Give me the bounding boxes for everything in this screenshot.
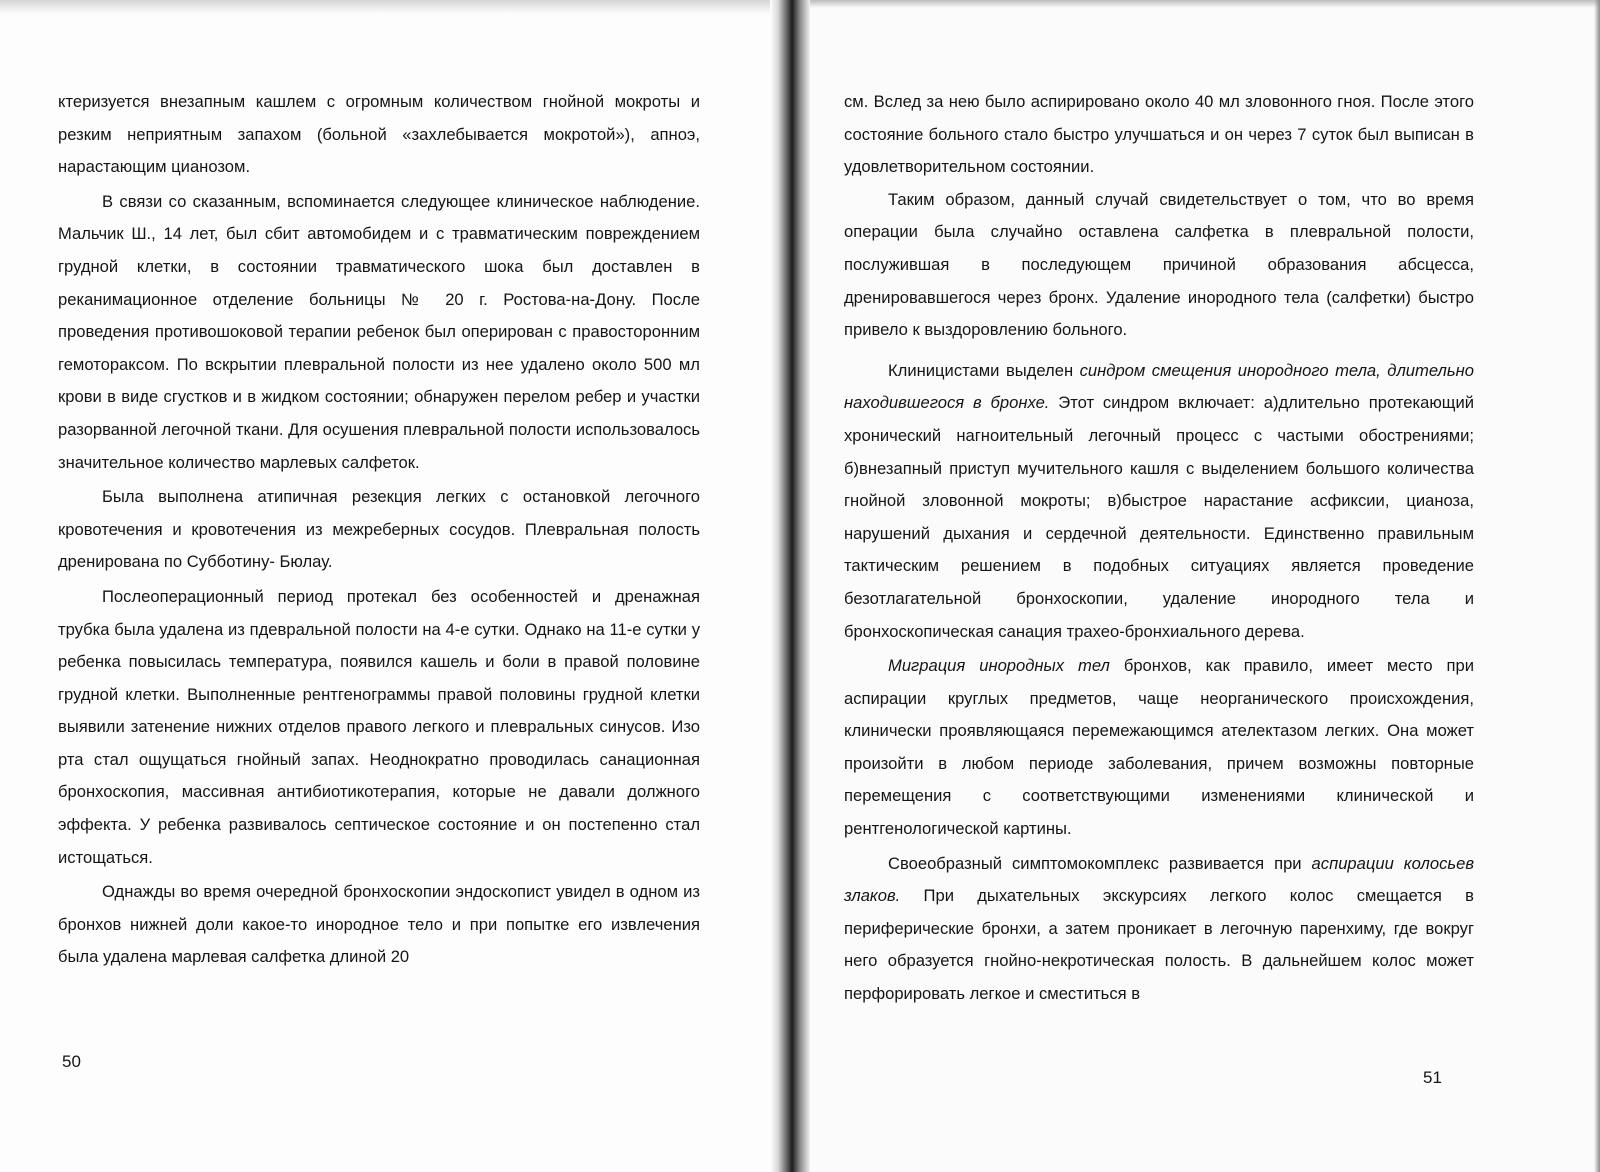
text-segment: Послеоперационный период протекал без особенностей и дренажная трубка была удалена из пдевральной полости на 4-е сутки. Однако на 11-е сутки у ребенка повысилась температура, появился кашель и боли в правой половине грудной клетки. Выполненные рентгенограммы правой половины грудной клетки выявили затенение нижних отделов правого легкого и плевральных синусов. Изо рта стал ощущаться гнойный запах. Неоднократно проводилась санационная бронхоскопия, массивная антибиотикотерапия, которые не давали должного эффекта. У ребенка развивалось септическое состояние и он постепенно стал истощаться. bbox=[58, 586, 700, 867]
text-segment: ктеризуется внезапным кашлем с огромным количеством гнойной мокроты и резким неприятным запахом (больной «захлебывается мокротой»), апноэ, нарастающим цианозом. bbox=[58, 92, 700, 177]
page-number: 51 bbox=[1423, 1068, 1442, 1087]
left-page-body bbox=[58, 86, 700, 974]
text-segment: Этот синдром включает: а)длительно протекающий хронический нагноительный легочный процесс с частыми обострениями; б)внезапный приступ мучительного кашля с выделением большого количества гнойной зловонной мокроты; в)быстрое нарастание асфиксии, цианоза, нарушений дыхания и сердечной деятельности. Единственно правильным тактическим решением в подобных ситуациях является проведение безотлагательной бронхоскопии, удаление инородного тела и бронхоскопическая санация трахео-бронхиального дерева. bbox=[844, 393, 1474, 641]
paragraph bbox=[58, 186, 700, 479]
paragraph bbox=[844, 355, 1474, 648]
text-segment: бронхов, как правило, имеет место при аспирации круглых предметов, чаще неорганического происхождения, клинически проявляющаяся перемежающимся ателектазом легких. Она может произойти в любом периоде заболевания, причем возможны повторные перемещения с соответствующими изменениями клинической и рентгенологической картины. bbox=[844, 656, 1474, 839]
page-number: 50 bbox=[62, 1052, 81, 1071]
text-segment: Была выполнена атипичная резекция легких с остановкой легочного кровотечения и кровотечения из межреберных сосудов. Плевральная полость дренирована по Субботину- Бюлау. bbox=[58, 487, 700, 572]
paragraph bbox=[844, 184, 1474, 347]
paragraph bbox=[58, 581, 700, 874]
text-segment: Таким образом, данный случай свидетельствует о том, что во время операции была случайно оставлена салфетка в плевральной полости, послужившая в последующем причиной образования абсцесса, дренировавшегося через бронх. Удаление инородного тела (салфетки) быстро привело к выздоровлению больного. bbox=[844, 189, 1474, 340]
text-segment: см. Вслед за нею было аспирировано около 40 мл зловонного гноя. После этого состояние больного стало быстро улучшаться и он через 7 суток был выписан в удовлетворительном состоянии. bbox=[844, 92, 1474, 177]
paragraph bbox=[58, 876, 700, 974]
page-edge-shadow bbox=[1594, 0, 1600, 1172]
paragraph bbox=[844, 650, 1474, 846]
paragraph bbox=[58, 86, 700, 184]
paragraph bbox=[844, 848, 1474, 1011]
italic-term: синдром смещения инородного тела, длительно находившегося в бронхе. bbox=[844, 360, 1474, 413]
book-gutter bbox=[770, 0, 810, 1172]
italic-term: аспирации колосьев злаков. bbox=[844, 853, 1474, 906]
text-segment: Однажды во время очередной бронхоскопии эндоскопист увидел в одном из бронхов нижней доли какое-то инородное тело и при попытке его извлечения была удалена марлевая салфетка длиной 20 bbox=[58, 882, 700, 967]
text-segment: Своеобразный симптомокомплекс развивается при bbox=[888, 853, 1312, 873]
text-segment: При дыхательных экскурсиях легкого колос смещается в периферические бронхи, а затем проникает в легочную паренхиму, где вокруг него образуется гнойно-некротическая полость. В дальнейшем колос может перфорировать легкое и сместиться в bbox=[844, 886, 1474, 1004]
paragraph bbox=[844, 86, 1474, 184]
text-segment: В связи со сказанным, вспоминается следующее клиническое наблюдение. Мальчик Ш., 14 лет, был сбит автомобидем и с травматическим повреждением грудной клетки, в состоянии травматического шока был доставлен в реканимационное отделение больницы № 20 г. Ростова-на-Дону. После проведения противошоковой терапии ребенок был оперирован с правосторонним гемотораксом. По вскрытии плевральной полости из нее удалено около 500 мл крови в виде сгустков и в жидком состоянии; обнаружен перелом ребер и участки разорванной легочной ткани. Для осушения плевральной полости использовалось значительное количество марлевых салфеток. bbox=[58, 191, 700, 472]
page-top-shadow bbox=[0, 0, 780, 14]
italic-term: Миграция инородных тел bbox=[888, 656, 1110, 676]
left-page bbox=[0, 0, 780, 1172]
text-segment: Клиницистами выделен bbox=[888, 360, 1080, 380]
paragraph bbox=[58, 481, 700, 579]
right-page-body bbox=[844, 86, 1474, 1011]
page-top-shadow bbox=[800, 0, 1600, 8]
